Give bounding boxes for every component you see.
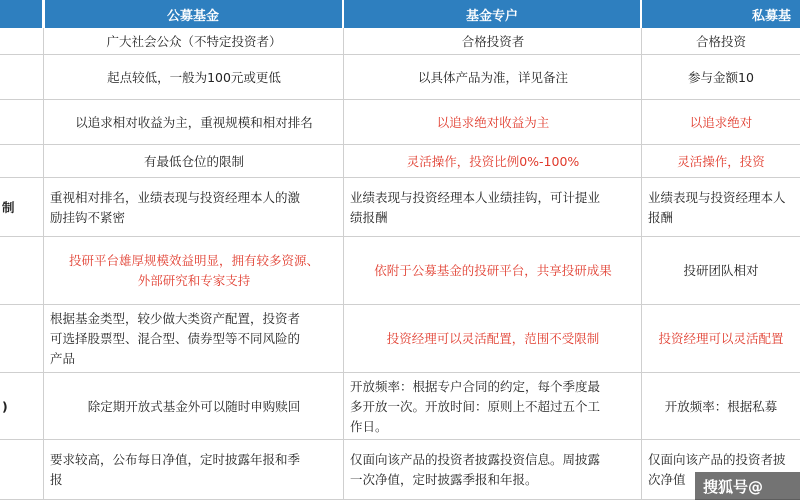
public-cell: 投研平台雄厚规模效益明显，拥有较多资源、 外部研究和专家支持	[68, 253, 319, 288]
account-cell: 合格投资者	[461, 33, 525, 49]
private-cell: 投研团队相对	[683, 263, 759, 278]
row-label	[0, 28, 44, 55]
watermark: 搜狐号@	[695, 472, 800, 500]
row-label	[0, 100, 44, 145]
public-cell: 以追求相对收益为主，重视规模和相对排名	[75, 114, 313, 130]
public-cell: 根据基金类型，较少做大类资产配置，投资者 可选择股票型、混合型、债券型等不同风险的 产品	[50, 311, 301, 366]
header-divider	[43, 0, 45, 28]
column-divider	[641, 28, 642, 500]
header-public-fund: 公募基金	[44, 0, 342, 28]
private-cell: 以追求绝对	[689, 114, 753, 130]
private-cell: 仅面向该产品的投资者披 次净值	[648, 452, 786, 487]
account-cell: 投资经理可以灵活配置，范围不受限制	[386, 331, 600, 346]
header-divider	[342, 0, 344, 28]
header-divider	[640, 0, 642, 28]
column-divider	[343, 28, 344, 500]
account-cell: 以具体产品为准，详见备注	[417, 69, 568, 85]
public-cell: 除定期开放式基金外可以随时申购赎回	[87, 398, 301, 414]
row-label	[0, 440, 44, 500]
account-cell: 业绩表现与投资经理本人业绩挂钩，可计提业 绩报酬	[350, 189, 601, 225]
account-cell: 仅面向该产品的投资者披露投资信息。周披露 一次净值，定时披露季报和年报。	[350, 452, 601, 487]
private-cell: 灵活操作，投资	[677, 153, 765, 169]
account-cell: 依附于公募基金的投研平台，共享投研成果	[374, 263, 612, 278]
account-cell: 以追求绝对收益为主	[436, 114, 550, 130]
row-label	[0, 55, 44, 100]
column-divider	[43, 28, 44, 500]
private-cell: 开放频率：根据私募	[664, 398, 778, 414]
public-cell: 起点较低，一般为100元或更低	[107, 69, 281, 85]
header-account-fund: 基金专户	[344, 0, 640, 28]
account-cell: 灵活操作，投资比例0%-100%	[406, 153, 580, 169]
private-cell: 合格投资	[695, 33, 746, 49]
public-cell: 广大社会公众（不特定投资者）	[106, 33, 282, 49]
public-cell: 要求较高，公布每日净值，定时披露年报和季 报	[50, 452, 301, 487]
header-private-fund: 私募基	[642, 0, 800, 28]
private-cell: 业绩表现与投资经理本人 报酬	[648, 189, 786, 225]
row-label	[0, 305, 44, 373]
private-cell: 投资经理可以灵活配置	[658, 331, 784, 346]
row-label: )	[2, 398, 8, 414]
header-blank	[0, 0, 42, 28]
row-label	[0, 237, 44, 305]
public-cell: 有最低仓位的限制	[143, 153, 244, 169]
account-cell: 开放频率：根据专户合同的约定，每个季度最 多开放一次。开放时间：原则上不超过五个工 作日。	[350, 378, 601, 434]
row-label	[0, 145, 44, 178]
private-cell: 参与金额10	[688, 69, 754, 85]
row-label: 制	[2, 199, 15, 215]
public-cell: 重视相对排名，业绩表现与投资经理本人的激 励挂钩不紧密	[50, 189, 301, 225]
